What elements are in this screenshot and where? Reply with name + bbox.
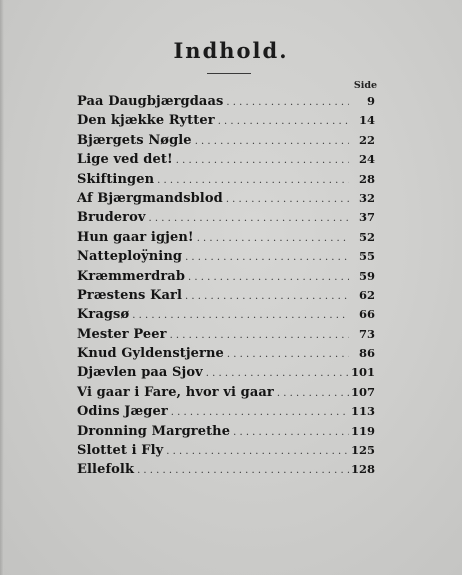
toc-entry-title: Paa Daugbjærgdaas [77, 94, 224, 109]
toc-entry-page-number: 24 [358, 152, 375, 167]
toc-entry-title: Skiftingen [77, 171, 155, 187]
toc-entry [77, 131, 375, 150]
toc-entry-page-number: 128 [350, 462, 375, 477]
toc-entry-title: Bruderov [77, 210, 146, 226]
toc-entry-page-number: 37 [358, 210, 375, 225]
toc-entry-page-number: 9 [366, 94, 375, 108]
toc-entry [77, 383, 375, 402]
dot-leader [206, 364, 349, 383]
dot-leader [227, 345, 349, 364]
dot-leader [132, 306, 349, 325]
dot-leader [185, 287, 349, 306]
toc-entry-title: Odins Jæger [77, 404, 168, 420]
toc-entry [77, 247, 375, 266]
toc-entry [77, 286, 375, 305]
page-title: Indhold. [173, 38, 289, 63]
toc-entry [77, 363, 375, 382]
toc-entry [77, 402, 375, 421]
toc-entry-title: Af Bjærgmandsblod [77, 190, 223, 206]
toc-entry-page-number: 86 [358, 346, 375, 361]
toc-entry-page-number: 73 [358, 326, 375, 341]
toc-entry-title: Hun gaar igjen! [77, 229, 194, 245]
dot-leader [166, 442, 349, 461]
toc-entry [77, 325, 375, 344]
toc-entry [77, 228, 375, 247]
toc-entry-title: Vi gaar i Fare, hvor vi gaar [77, 384, 274, 400]
dot-leader [149, 209, 349, 228]
toc-entry-page-number: 28 [358, 171, 375, 186]
dot-leader [226, 93, 349, 112]
page-column-label: Side [353, 80, 377, 91]
toc-entry [77, 150, 375, 169]
dot-leader [226, 190, 349, 209]
toc-entry [77, 344, 375, 363]
toc-entry-page-number: 52 [358, 229, 375, 244]
toc-entry-title: Bjærgets Nøgle [77, 132, 192, 148]
toc-entry [77, 460, 375, 479]
dot-leader [137, 461, 349, 480]
toc-entry-title: Kræmmerdrab [77, 268, 186, 284]
toc-entry-title: Kragsø [77, 307, 130, 323]
toc-entry-page-number: 101 [350, 365, 375, 380]
toc-entry [77, 208, 375, 227]
dot-leader [170, 326, 349, 345]
toc-entry-page-number: 125 [350, 443, 375, 458]
page-edge-shadow [0, 0, 4, 575]
toc-entry-page-number: 66 [358, 307, 375, 322]
title-divider [207, 73, 251, 74]
dot-leader [157, 171, 349, 190]
dot-leader [195, 132, 349, 151]
toc-entry-page-number: 62 [358, 287, 375, 302]
toc-entry-page-number: 119 [350, 423, 375, 438]
toc-entry [77, 170, 375, 189]
toc-entry-title: Ellefolk [77, 462, 135, 478]
toc-entry-title: Dronning Margrethe [77, 423, 231, 439]
toc-entry-page-number: 14 [358, 113, 375, 128]
toc-entry-title: Præstens Karl [77, 287, 183, 303]
toc-entry-page-number: 55 [358, 249, 375, 264]
toc-entry-title: Djævlen paa Sjov [77, 365, 203, 381]
dot-leader [171, 403, 349, 422]
toc-entry [77, 267, 375, 286]
toc-entry [77, 441, 375, 460]
dot-leader [185, 248, 349, 267]
toc-entry-title: Knud Gyldenstjerne [77, 346, 224, 362]
toc-entry-title: Lige ved det! [77, 152, 173, 168]
toc-entry-title: Slottet i Fly [77, 443, 164, 459]
table-of-contents [77, 92, 375, 480]
toc-entry [77, 92, 375, 111]
toc-entry-page-number: 59 [358, 268, 375, 283]
toc-entry-title: Den kjække Rytter [77, 113, 215, 129]
toc-entry-title: Natteploÿning [77, 249, 183, 265]
toc-entry [77, 305, 375, 324]
toc-entry-title: Mester Peer [77, 326, 167, 342]
dot-leader [197, 229, 349, 248]
toc-entry [77, 189, 375, 208]
toc-entry [77, 422, 375, 441]
toc-entry [77, 111, 375, 130]
toc-entry-page-number: 22 [358, 132, 375, 147]
dot-leader [218, 112, 349, 131]
toc-entry-page-number: 32 [358, 190, 375, 205]
dot-leader [233, 423, 349, 442]
dot-leader [277, 384, 349, 403]
toc-entry-page-number: 107 [350, 384, 375, 399]
toc-entry-page-number: 113 [350, 404, 375, 419]
dot-leader [188, 268, 349, 287]
dot-leader [176, 151, 349, 170]
